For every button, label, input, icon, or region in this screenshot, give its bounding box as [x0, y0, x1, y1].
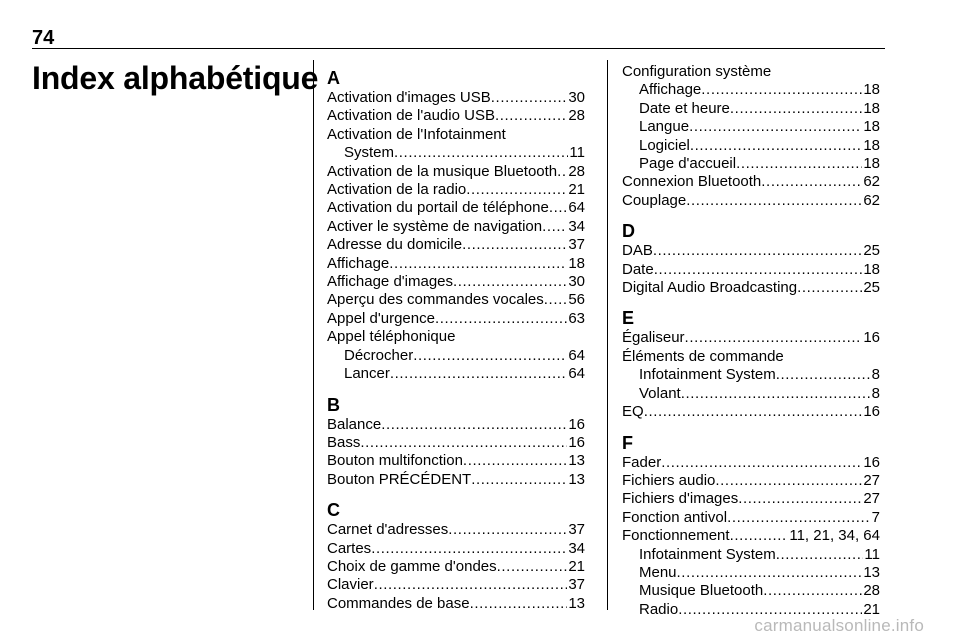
- dot-leader: [413, 347, 567, 365]
- dot-leader: [497, 558, 568, 576]
- section-letter: E: [622, 308, 635, 329]
- entry-label: Date: [622, 260, 654, 278]
- entry-label: Commandes de base: [327, 594, 470, 612]
- entry-page-ref[interactable]: 16: [863, 403, 880, 421]
- dot-leader: [677, 564, 863, 582]
- index-entry: [327, 163, 585, 181]
- entry-label: DAB: [622, 242, 653, 260]
- dot-leader: [371, 540, 567, 558]
- index-entry: [327, 540, 585, 558]
- index-subentry: [622, 137, 880, 155]
- entry-page-ref[interactable]: 21: [568, 557, 585, 575]
- entry-page-ref[interactable]: 34: [568, 539, 585, 557]
- entry-label: Aperçu des commandes vocales: [327, 291, 544, 309]
- dot-leader: [681, 385, 871, 403]
- entry-label: Bouton PRÉCÉDENT: [327, 470, 472, 488]
- entry-page-ref[interactable]: 56: [568, 291, 585, 309]
- dot-leader: [654, 261, 863, 279]
- dot-leader: [471, 471, 567, 489]
- entry-page-ref[interactable]: 18: [863, 155, 880, 173]
- index-entry: [622, 472, 880, 490]
- index-entry: [327, 310, 585, 328]
- section-letter: B: [327, 394, 340, 415]
- entry-page-ref[interactable]: 34: [568, 217, 585, 235]
- index-entry: [327, 199, 585, 217]
- dot-leader: [715, 472, 862, 490]
- index-subentry: [327, 365, 585, 383]
- entry-label: Activation de l'Infotainment: [327, 125, 506, 143]
- entry-label: Bass: [327, 433, 361, 451]
- section-letter: C: [327, 500, 340, 521]
- entry-page-ref[interactable]: 27: [863, 490, 880, 508]
- entry-label: Activation du portail de téléphone: [327, 199, 549, 217]
- dot-leader: [730, 527, 789, 545]
- entry-label: Langue: [639, 118, 690, 136]
- dot-leader: [544, 291, 568, 309]
- entry-page-ref[interactable]: 25: [863, 279, 880, 297]
- entry-label: Fonctionnement: [622, 527, 730, 545]
- index-entry: [327, 434, 585, 452]
- dot-leader: [644, 403, 863, 421]
- entry-label: Infotainment System: [639, 545, 776, 563]
- dot-leader: [701, 81, 862, 99]
- entry-page-ref[interactable]: 64: [568, 199, 585, 217]
- index-entry: [327, 416, 585, 434]
- index-subentry: [622, 564, 880, 582]
- dot-leader: [453, 273, 567, 291]
- entry-page-ref[interactable]: 21: [568, 181, 585, 199]
- entry-label: Lancer: [344, 365, 390, 383]
- dot-leader: [685, 329, 863, 347]
- entry-page-ref[interactable]: 64: [568, 346, 585, 364]
- index-entry: [327, 521, 585, 539]
- entry-page-ref[interactable]: 16: [568, 433, 585, 451]
- index-entry: [327, 236, 585, 254]
- index-entry: [327, 291, 585, 309]
- dot-leader: [761, 173, 862, 191]
- entry-label: Activer le système de navigation: [327, 217, 543, 235]
- entry-page-ref[interactable]: 64: [568, 365, 585, 383]
- dot-leader: [557, 163, 567, 181]
- entry-page-ref[interactable]: 37: [568, 236, 585, 254]
- entry-page-ref[interactable]: 28: [863, 582, 880, 600]
- index-entry: [622, 279, 880, 297]
- dot-leader: [776, 546, 864, 564]
- entry-page-ref[interactable]: 7: [871, 508, 880, 526]
- column-divider-left: [313, 60, 314, 610]
- entry-label: EQ: [622, 403, 644, 421]
- dot-leader: [374, 576, 568, 594]
- entry-page-ref[interactable]: 30: [568, 89, 585, 106]
- entry-label: Cartes: [327, 539, 372, 557]
- page-title: Index alphabétique: [32, 60, 319, 96]
- entry-page-ref[interactable]: 11, 21, 34, 64: [789, 527, 880, 545]
- entry-page-ref[interactable]: 16: [863, 329, 880, 347]
- entry-label: Digital Audio Broadcasting: [622, 279, 798, 297]
- dot-leader: [738, 490, 862, 508]
- entry-label: Fichiers d'images: [622, 490, 739, 508]
- index-subentry: [622, 366, 880, 384]
- entry-label: Clavier: [327, 576, 374, 594]
- entry-label: Date et heure: [639, 99, 730, 117]
- entry-label: Page d'accueil: [639, 155, 737, 173]
- section-letter: A: [327, 68, 340, 88]
- dot-leader: [730, 100, 862, 118]
- entry-page-ref[interactable]: 18: [863, 81, 880, 99]
- index-entry: [327, 107, 585, 125]
- entry-page-ref[interactable]: 30: [568, 273, 585, 291]
- index-entry: [622, 403, 880, 421]
- index-subentry: [622, 546, 880, 564]
- entry-page-ref[interactable]: 25: [863, 242, 880, 260]
- dot-leader: [776, 366, 871, 384]
- entry-page-ref[interactable]: 21: [863, 600, 880, 618]
- entry-label: Fichiers audio: [622, 471, 716, 489]
- index-entry: [327, 328, 585, 346]
- top-rule: [32, 48, 885, 49]
- index-subentry: [622, 118, 880, 136]
- entry-label: Affichage: [327, 254, 390, 272]
- entry-label: Bouton multifonction: [327, 452, 463, 470]
- index-entry: [327, 471, 585, 489]
- entry-page-ref[interactable]: 28: [568, 162, 585, 180]
- index-subentry: [622, 81, 880, 99]
- index-entry: [622, 63, 880, 81]
- index-entry: [622, 192, 880, 210]
- index-entry: [327, 255, 585, 273]
- entry-page-ref[interactable]: 28: [568, 107, 585, 125]
- entry-page-ref[interactable]: 27: [863, 471, 880, 489]
- entry-label: Activation d'images USB: [327, 89, 491, 106]
- index-entry: [327, 89, 585, 107]
- dot-leader: [763, 582, 862, 600]
- dot-leader: [389, 255, 567, 273]
- index-entry: [327, 218, 585, 236]
- entry-page-ref[interactable]: 62: [863, 173, 880, 191]
- index-entry: [622, 454, 880, 472]
- dot-leader: [390, 365, 567, 383]
- index-subentry: [622, 155, 880, 173]
- entry-label: Fader: [622, 453, 662, 471]
- entry-label: Volant: [639, 384, 681, 402]
- entry-page-ref[interactable]: 8: [871, 366, 880, 384]
- entry-page-ref[interactable]: 63: [568, 309, 585, 327]
- entry-label: Connexion Bluetooth: [622, 173, 762, 191]
- dot-leader: [448, 521, 567, 539]
- entry-label: Musique Bluetooth: [639, 582, 764, 600]
- entry-label: Affichage: [639, 81, 702, 99]
- index-column-1: [327, 63, 585, 613]
- index-subentry: [622, 385, 880, 403]
- entry-label: Fonction antivol: [622, 508, 728, 526]
- dot-leader: [689, 118, 862, 136]
- entry-page-ref[interactable]: 11: [864, 545, 880, 563]
- index-entry: [622, 509, 880, 527]
- dot-leader: [797, 279, 862, 297]
- index-entry: [622, 261, 880, 279]
- dot-leader: [661, 454, 862, 472]
- index-subentry: [327, 347, 585, 365]
- entry-label: Adresse du domicile: [327, 236, 463, 254]
- entry-page-ref[interactable]: 18: [568, 254, 585, 272]
- entry-label: Carnet d'adresses: [327, 521, 449, 539]
- index-entry: [327, 558, 585, 576]
- section-letter: D: [622, 221, 635, 242]
- index-entry: [622, 173, 880, 191]
- entry-label: Affichage d'images: [327, 273, 453, 291]
- entry-label: Appel d'urgence: [327, 309, 435, 327]
- dot-leader: [360, 434, 567, 452]
- entry-page-ref[interactable]: 18: [863, 260, 880, 278]
- index-entry: [622, 348, 880, 366]
- entry-label: Couplage: [622, 191, 687, 209]
- dot-leader: [381, 416, 567, 434]
- entry-label: Logiciel: [639, 136, 690, 154]
- entry-label: Activation de la radio: [327, 181, 467, 199]
- index-entry: [622, 527, 880, 545]
- entry-label: Configuration système: [622, 63, 772, 80]
- index-entry: [327, 126, 585, 144]
- index-entry: [327, 181, 585, 199]
- entry-label: System: [344, 144, 395, 162]
- column-divider-right: [607, 60, 608, 610]
- index-entry: [327, 273, 585, 291]
- entry-page-ref[interactable]: 16: [863, 453, 880, 471]
- dot-leader: [542, 218, 567, 236]
- entry-page-ref[interactable]: 13: [568, 594, 585, 612]
- entry-label: Activation de la musique Bluetooth: [327, 162, 558, 180]
- index-entry: [622, 329, 880, 347]
- dot-leader: [727, 509, 871, 527]
- index-column-2: [622, 63, 880, 619]
- dot-leader: [463, 452, 567, 470]
- entry-page-ref[interactable]: 16: [568, 415, 585, 433]
- entry-page-ref[interactable]: 13: [568, 470, 585, 488]
- entry-label: Égaliseur: [622, 329, 685, 347]
- entry-page-ref[interactable]: 37: [568, 521, 585, 539]
- entry-page-ref[interactable]: 11: [569, 144, 585, 162]
- page-number: 74: [32, 27, 55, 49]
- watermark: carmanualsonline.info: [754, 616, 924, 635]
- dot-leader: [653, 242, 862, 260]
- entry-label: Activation de l'audio USB: [327, 107, 495, 125]
- dot-leader: [470, 595, 568, 613]
- entry-page-ref[interactable]: 37: [568, 576, 585, 594]
- entry-page-ref[interactable]: 62: [863, 191, 880, 209]
- entry-page-ref[interactable]: 18: [863, 99, 880, 117]
- index-subentry: [622, 582, 880, 600]
- entry-page-ref[interactable]: 18: [863, 136, 880, 154]
- entry-page-ref[interactable]: 13: [568, 452, 585, 470]
- section-letter: F: [622, 432, 633, 453]
- entry-label: Menu: [639, 563, 677, 581]
- entry-label: Éléments de commande: [622, 347, 784, 365]
- dot-leader: [549, 199, 567, 217]
- index-entry: [622, 490, 880, 508]
- index-entry: [327, 576, 585, 594]
- entry-page-ref[interactable]: 18: [863, 118, 880, 136]
- entry-label: Radio: [639, 600, 679, 618]
- index-entry: [327, 595, 585, 613]
- entry-label: Infotainment System: [639, 366, 776, 384]
- dot-leader: [462, 236, 567, 254]
- index-entry: [622, 242, 880, 260]
- dot-leader: [466, 181, 567, 199]
- entry-label: Balance: [327, 415, 382, 433]
- index-subentry: [327, 144, 585, 162]
- dot-leader: [690, 137, 862, 155]
- dot-leader: [491, 89, 568, 107]
- dot-leader: [736, 155, 862, 173]
- entry-page-ref[interactable]: 13: [863, 563, 880, 581]
- dot-leader: [495, 107, 567, 125]
- dot-leader: [686, 192, 862, 210]
- entry-page-ref[interactable]: 8: [871, 384, 880, 402]
- index-entry: [327, 452, 585, 470]
- entry-label: Appel téléphonique: [327, 328, 456, 346]
- index-subentry: [622, 100, 880, 118]
- dot-leader: [394, 144, 568, 162]
- entry-label: Décrocher: [344, 346, 414, 364]
- entry-label: Choix de gamme d'ondes: [327, 557, 497, 575]
- dot-leader: [435, 310, 567, 328]
